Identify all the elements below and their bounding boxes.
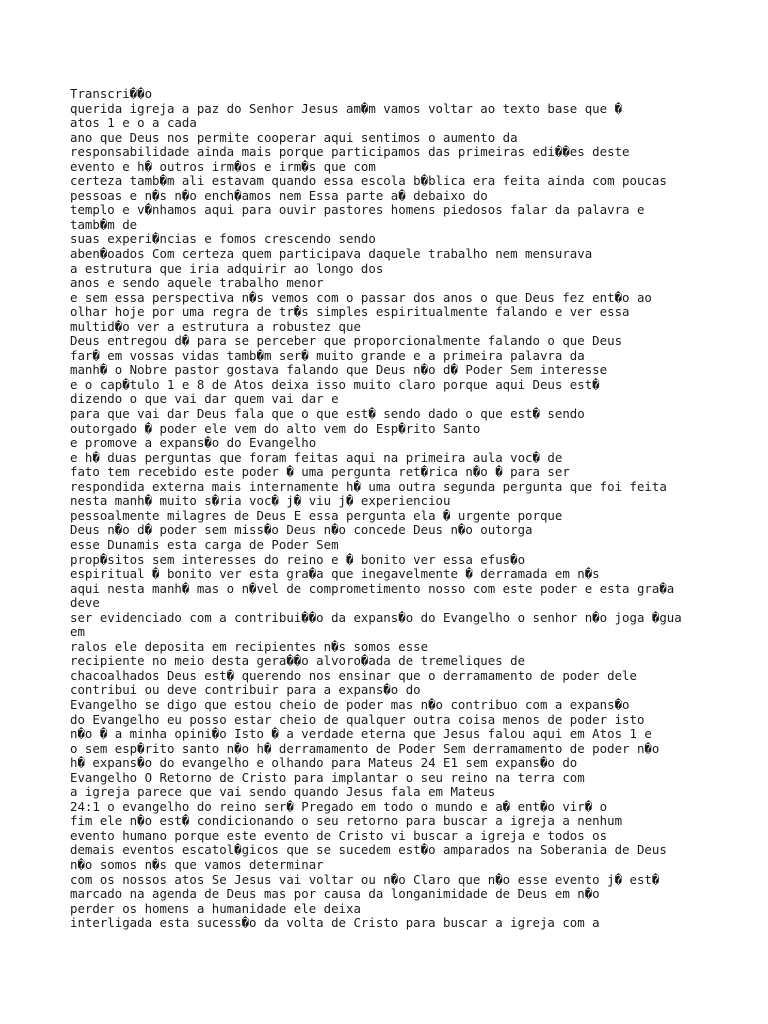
text-line: Evangelho O Retorno de Cristo para implantar o seu reino na terra com [70,769,585,785]
text-line: contribui ou deve contribuir para a expans�o do [70,682,421,698]
text-line: deve [70,595,100,611]
text-line: responsabilidade ainda mais porque participamos das primeiras edi��es deste [70,144,630,160]
text-line: aben�oados Com certeza quem participava daquele trabalho nem mensurava [70,246,593,262]
text-line: h� expans�o do evangelho e olhando para Mateus 24 E1 sem expans�o do [70,755,578,771]
text-line: do Evangelho eu posso estar cheio de qualquer outra coisa menos de poder isto [70,711,645,727]
text-line: evento humano porque este evento de Cristo vi buscar a igreja e todos os [70,827,608,843]
text-line: e h� duas perguntas que foram feitas aqui na primeira aula voc� de [70,449,563,465]
text-line: interligada esta sucess�o da volta de Cristo para buscar a igreja com a [70,915,600,931]
text-line: Deus n�o d� poder sem miss�o Deus n�o concede Deus n�o outorga [70,522,533,538]
transcript-page [70,87,760,931]
text-line: ser evidenciado com a contribui��o da expans�o do Evangelho o senhor n�o joga �gua [70,609,682,625]
text-line: ralos ele deposita em recipientes n�s somos esse [70,638,429,654]
text-line: o sem esp�rito santo n�o h� derramamento de Poder Sem derramamento de poder n�o [70,740,660,756]
text-line: manh� o Nobre pastor gostava falando que Deus n�o d� Poder Sem interesse [70,362,608,378]
text-line: nesta manh� muito s�ria voc� j� viu j� experienciou [70,493,451,509]
text-line: evento e h� outros irm�os e irm�s que com [70,158,376,174]
text-line: dizendo o que vai dar quem vai dar e [70,391,339,407]
text-line: com os nossos atos Se Jesus vai voltar ou n�o Claro que n�o esse evento j� est� [70,871,660,887]
text-line: em [70,624,85,640]
text-line: recipiente no meio desta gera��o alvoro�ada de tremeliques de [70,653,526,669]
text-line: n�o somos n�s que vamos determinar [70,856,324,872]
text-line: e o cap�tulo 1 e 8 de Atos deixa isso muito claro porque aqui Deus est� [70,376,600,392]
text-line: espiritual � bonito ver esta gra�a que inegavelmente � derramada em n�s [70,566,600,582]
text-line: tamb�m de [70,216,138,232]
text-line: pessoalmente milagres de Deus E essa pergunta ela � urgente porque [70,507,563,523]
text-line: perder os homens a humanidade ele deixa [70,900,361,916]
text-line: prop�sitos sem interesses do reino e � bonito ver essa efus�o [70,551,526,567]
text-line: fato tem recebido este poder � uma pergunta ret�rica n�o � para ser [70,464,570,480]
document-title: Transcri��o [70,86,153,101]
text-line: demais eventos escatol�gicos que se sucedem est�o amparados na Soberania de Deus [70,842,667,858]
text-line: marcado na agenda de Deus mas por causa da longanimidade de Deus em n�o [70,886,600,902]
text-line: esse Dunamis esta carga de Poder Sem [70,536,339,552]
text-line: templo e v�nhamos aqui para ouvir pastores homens piedosos falar da palavra e [70,202,645,218]
text-line: a igreja parece que vai sendo quando Jesus fala em Mateus [70,784,496,800]
text-line: e promove a expans�o do Evangelho [70,435,317,451]
text-line: anos e sendo aquele trabalho menor [70,275,324,291]
text-line: ano que Deus nos permite cooperar aqui sentimos o aumento da [70,129,518,145]
text-line: para que vai dar Deus fala que o que est� sendo dado o que est� sendo [70,406,585,422]
text-line: pessoas e n�s n�o ench�amos nem Essa parte a� debaixo do [70,187,488,203]
text-line: 24:1 o evangelho do reino ser� Pregado em todo o mundo e a� ent�o vir� o [70,798,608,814]
text-line: suas experi�ncias e fomos crescendo sendo [70,231,376,247]
text-line: a estrutura que iria adquirir ao longo dos [70,260,384,276]
text-line: atos 1 e o a cada [70,115,197,131]
text-line: far� em vossas vidas tamb�m ser� muito grande e a primeira palavra da [70,347,585,363]
text-line: querida igreja a paz do Senhor Jesus am�m vamos voltar ao texto base que � [70,100,623,116]
text-line: e sem essa perspectiva n�s vemos com o passar dos anos o que Deus fez ent�o ao [70,289,652,305]
text-line: Deus entregou d� para se perceber que proporcionalmente falando o que Deus [70,333,623,349]
text-line: aqui nesta manh� mas o n�vel de comprometimento nosso com este poder e esta gra�a [70,580,675,596]
text-line: outorgado � poder ele vem do alto vem do Esp�rito Santo [70,420,481,436]
text-line: multid�o ver a estrutura a robustez que [70,318,361,334]
text-line: chacoalhados Deus est� querendo nos ensinar que o derramamento de poder dele [70,667,637,683]
text-line: Evangelho se digo que estou cheio de poder mas n�o contribuo com a expans�o [70,696,630,712]
text-line: fim ele n�o est� condicionando o seu retorno para buscar a igreja a nenhum [70,813,623,829]
text-line: respondida externa mais internamente h� uma outra segunda pergunta que foi feita [70,478,667,494]
text-line: olhar hoje por uma regra de tr�s simples espiritualmente falando e ver essa [70,304,630,320]
text-line: n�o � a minha opini�o Isto � a verdade eterna que Jesus falou aqui em Atos 1 e [70,726,652,742]
text-line: certeza tamb�m ali estavam quando essa escola b�blica era feita ainda com poucas [70,173,667,189]
